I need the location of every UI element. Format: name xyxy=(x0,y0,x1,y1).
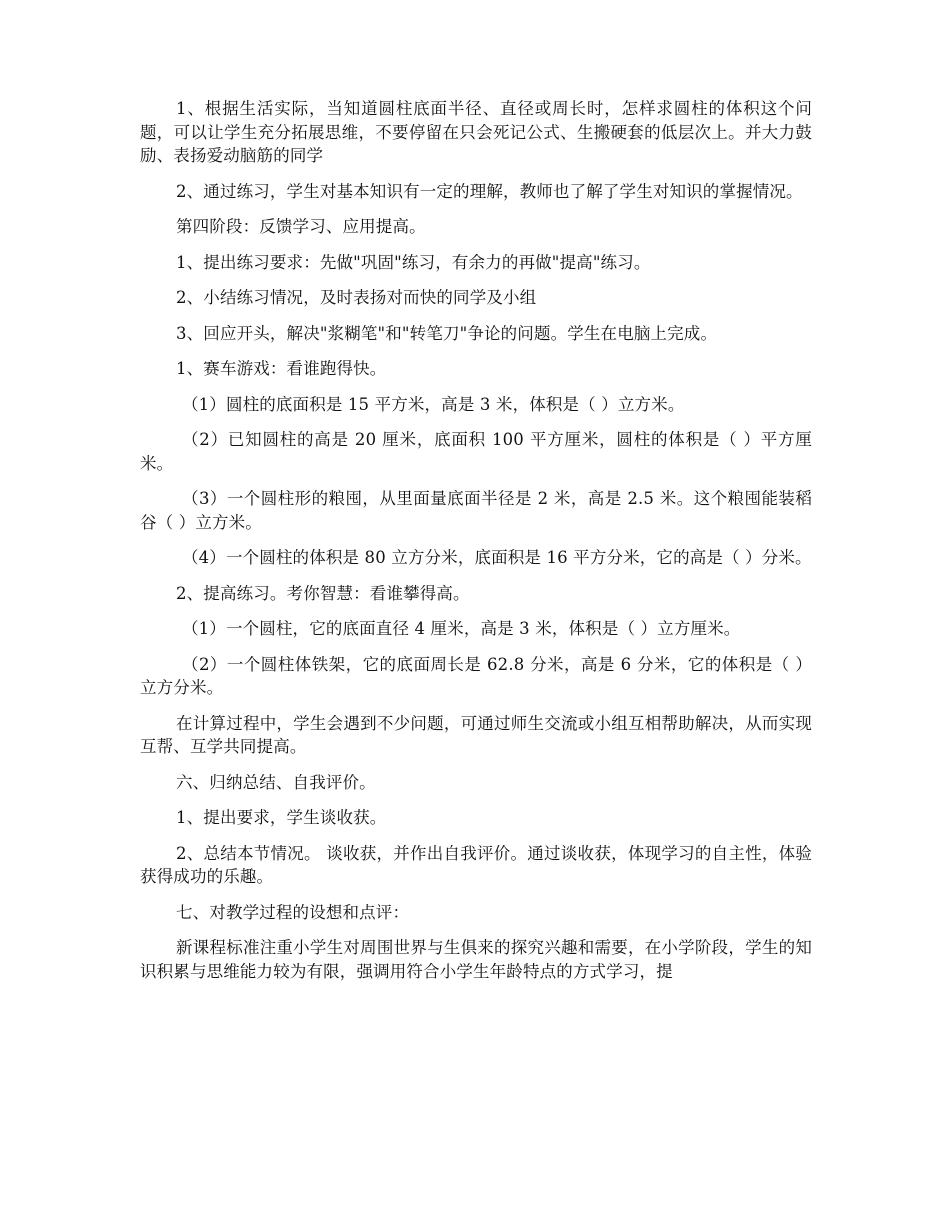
question-6: （2）一个圆柱体铁架，它的底面周长是 62.8 分米，高是 6 分米，它的体积是（ ）立方分米。 xyxy=(140,654,812,697)
question-4: （4）一个圆柱的体积是 80 立方分米，底面积是 16 平方分米，它的高是（ ）分米。 xyxy=(182,548,812,567)
paragraph-4: 1、提出练习要求：先做"巩固"练习，有余力的再做"提高"练习。 xyxy=(176,252,651,272)
exercise-heading-race: 1、赛车游戏：看谁跑得快。 xyxy=(176,359,387,378)
paragraph-20: 新课程标准注重小学生对周围世界与生俱来的探究兴趣和需要，在小学阶段，学生的知识积累与思维能力较为有限，强调用符合小学生年龄特点的方式学习，提 xyxy=(140,938,812,981)
paragraph-6: 3、回应开头，解决"浆糊笔"和"转笔刀"争论的问题。学生在电脑上完成。 xyxy=(176,323,718,343)
exercise-heading-climb: 2、提高练习。考你智慧：看谁攀得高。 xyxy=(176,583,470,603)
section-heading-stage-four: 第四阶段：反馈学习、应用提高。 xyxy=(176,217,426,236)
document-page xyxy=(140,97,812,995)
paragraph-15: 在计算过程中，学生会遇到不少问题，可通过师生交流或小组互相帮助解决，从而实现互帮、互学共同提高。 xyxy=(140,713,812,756)
question-5: （1）一个圆柱，它的底面直径 4 厘米，高是 3 米，体积是（ ）立方厘米。 xyxy=(182,619,741,638)
question-1: （1）圆柱的底面积是 15 平方米，高是 3 米，体积是（ ）立方米。 xyxy=(182,394,685,414)
paragraph-2: 2、通过练习，学生对基本知识有一定的理解，教师也了解了学生对知识的掌握情况。 xyxy=(176,181,803,201)
section-heading-reflection: 七、对教学过程的设想和点评： xyxy=(176,902,410,922)
section-heading-summary: 六、归纳总结、自我评价。 xyxy=(176,772,376,792)
paragraph-18: 2、总结本节情况。 谈收获，并作出自我评价。通过谈收获，体现学习的自主性，体验获得成功的乐趣。 xyxy=(140,843,812,886)
question-3: （3）一个圆柱形的粮囤，从里面量底面半径是 2 米，高是 2.5 米。这个粮囤能装稻谷（ ）立方米。 xyxy=(140,489,812,532)
paragraph-1: 1、根据生活实际，当知道圆柱底面半径、直径或周长时，怎样求圆柱的体积这个问题，可以让学生充分拓展思维，不要停留在只会死记公式、生搬硬套的低层次上。并大力鼓励、表扬爱动脑筋的同学 xyxy=(140,99,812,165)
paragraph-5: 2、小结练习情况，及时表扬对而快的同学及小组 xyxy=(176,288,537,307)
paragraph-17: 1、提出要求，学生谈收获。 xyxy=(176,808,387,827)
question-2: （2）已知圆柱的高是 20 厘米，底面积 100 平方厘米，圆柱的体积是（ ）平方厘米。 xyxy=(140,430,812,473)
